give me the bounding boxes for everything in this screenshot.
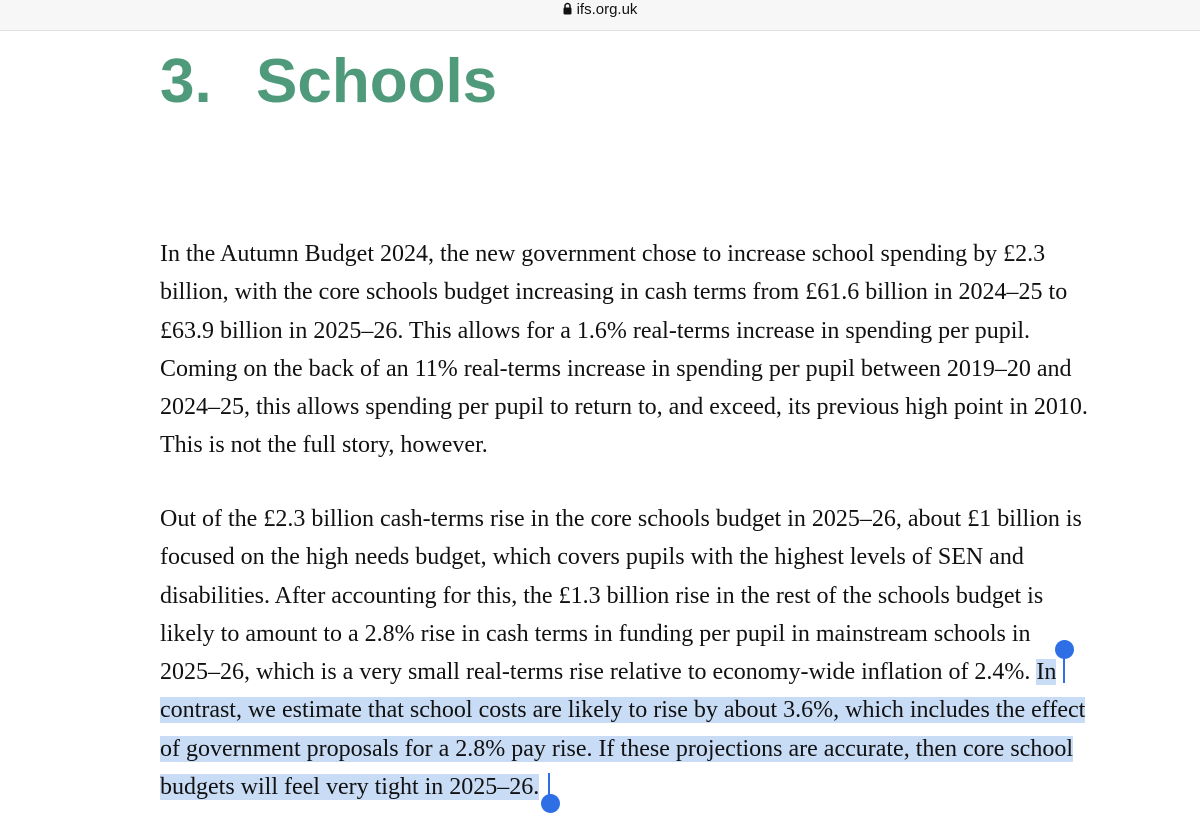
text-line: disabilities. After accounting for this, the £1.3 billion rise in the rest of the schools budget is [160, 582, 1044, 609]
paragraph-first [160, 235, 1130, 465]
browser-address-bar[interactable] [0, 0, 1200, 31]
text-line: Out of the £2.3 billion cash-terms rise in the core schools budget in 2025–26, about £1 billion is [160, 506, 1082, 532]
selected-text[interactable]: In [1036, 659, 1057, 686]
text-line: billion, with the core schools budget increasing in cash terms from £61.6 billion in 2024–25 to [160, 279, 1068, 306]
text-line: focused on the high needs budget, which covers pupils with the highest levels of SEN and [160, 544, 1024, 571]
selection-end-handle[interactable] [541, 794, 560, 813]
text-line [160, 730, 1130, 768]
url-text: ifs.org.uk [576, 1, 638, 18]
selection-start-handle[interactable] [1055, 640, 1074, 659]
text-line: In the Autumn Budget 2024, the new government chose to increase school spending by £2.3 [160, 241, 1046, 267]
text-line: £63.9 billion in 2025–26. This allows for a 1.6% real-terms increase in spending per pupil. [160, 317, 1031, 344]
selection-start-caret [1063, 657, 1065, 683]
section-heading [160, 42, 497, 122]
text-line [160, 691, 1130, 729]
lock-icon [563, 2, 572, 15]
text-line [160, 653, 1130, 691]
selected-text[interactable]: of government proposals for a 2.8% pay rise. If these projections are accurate, then core school [160, 735, 1073, 762]
selected-text[interactable]: budgets will feel very tight in 2025–26. [160, 774, 540, 801]
unselected-text: 2025–26, which is a very small real-terms rise relative to economy-wide inflation of 2.4%. [160, 659, 1037, 686]
text-line [160, 768, 1130, 806]
section-number: 3. [160, 47, 212, 116]
text-line: likely to amount to a 2.8% rise in cash terms in funding per pupil in mainstream schools in [160, 620, 1031, 647]
section-title: Schools [256, 47, 498, 116]
text-line: This is not the full story, however. [160, 432, 488, 459]
text-line: 2024–25, this allows spending per pupil to return to, and exceed, its previous high point in 2010. [160, 394, 1088, 421]
selected-text[interactable]: contrast, we estimate that school costs are likely to rise by about 3.6%, which includes the effect [160, 697, 1086, 724]
text-line: Coming on the back of an 11% real-terms increase in spending per pupil between 2019–20 and [160, 355, 1072, 382]
paragraph-second [160, 500, 1130, 806]
url-display[interactable] [0, 1, 1200, 19]
